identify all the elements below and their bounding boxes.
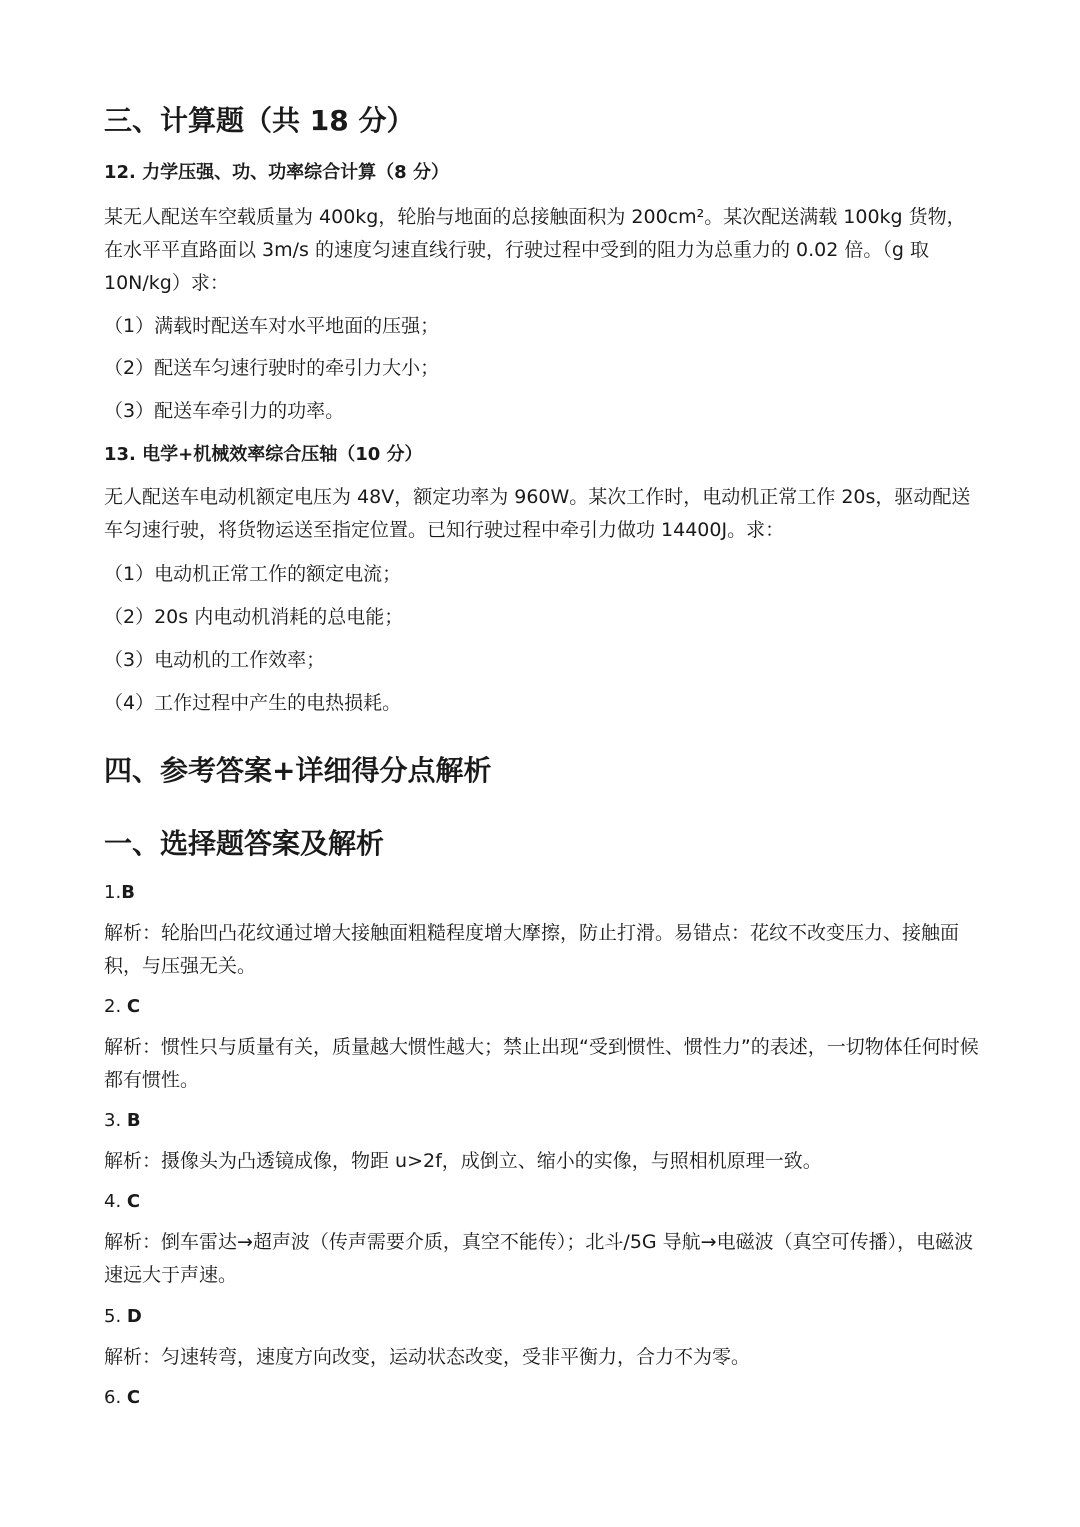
answer-1-analysis: 解析：轮胎凹凸花纹通过增大接触面粗糙程度增大摩擦，防止打滑。易错点：花纹不改变压力、接触面积，与压强无关。 [104,922,960,977]
question-13-part-2: （2）20s 内电动机消耗的总电能； [104,606,404,628]
answer-4-analysis: 解析：倒车雷达→超声波（传声需要介质，真空不能传）；北斗/5G 导航→电磁波（真空可传播），电磁波速远大于声速。 [104,1231,974,1286]
question-13-part-4: （4）工作过程中产生的电热损耗。 [104,692,402,714]
question-13-stem: 无人配送车电动机额定电压为 48V，额定功率为 960W。某次工作时，电动机正常工作 20s，驱动配送车匀速行驶，将货物运送至指定位置。已知行驶过程中牵引力做功 14400J。求： [104,486,971,541]
question-13-title: 13. 电学+机械效率综合压轴（10 分） [104,444,423,465]
answer-6-label: 6. C [104,1387,141,1408]
answer-5-label: 5. D [104,1306,142,1327]
section-title-answers: 四、参考答案+详细得分点解析 [104,754,492,787]
answer-3-label: 3. B [104,1110,141,1131]
question-12-stem: 某无人配送车空载质量为 400kg，轮胎与地面的总接触面积为 200cm²。某次配送满载 100kg 货物，在水平平直路面以 3m/s 的速度匀速直线行驶，行驶过程中受到的阻力为总重力的 0.02 倍。（g 取 10N/kg）求： [104,206,966,294]
section-title-choice-answers: 一、选择题答案及解析 [104,827,385,860]
question-12-part-2: （2）配送车匀速行驶时的牵引力大小； [104,357,440,379]
section-title-calculation: 三、计算题（共 18 分） [104,104,415,137]
question-12-title: 12. 力学压强、功、功率综合计算（8 分） [104,162,449,183]
answer-1-label: 1.B [104,882,135,903]
question-13-part-3: （3）电动机的工作效率； [104,649,326,671]
answer-3-analysis: 解析：摄像头为凸透镜成像，物距 u>2f，成倒立、缩小的实像，与照相机原理一致。 [104,1150,822,1172]
question-13-part-1: （1）电动机正常工作的额定电流； [104,563,402,585]
answer-5-analysis: 解析：匀速转弯，速度方向改变，运动状态改变，受非平衡力，合力不为零。 [104,1346,751,1368]
answer-4-label: 4. C [104,1191,141,1212]
answer-2-label: 2. C [104,996,141,1017]
question-12-part-1: （1）满载时配送车对水平地面的压强； [104,315,440,337]
question-12-part-3: （3）配送车牵引力的功率。 [104,400,345,422]
answer-2-analysis: 解析：惯性只与质量有关，质量越大惯性越大；禁止出现“受到惯性、惯性力”的表述，一切物体任何时候都有惯性。 [104,1036,979,1091]
